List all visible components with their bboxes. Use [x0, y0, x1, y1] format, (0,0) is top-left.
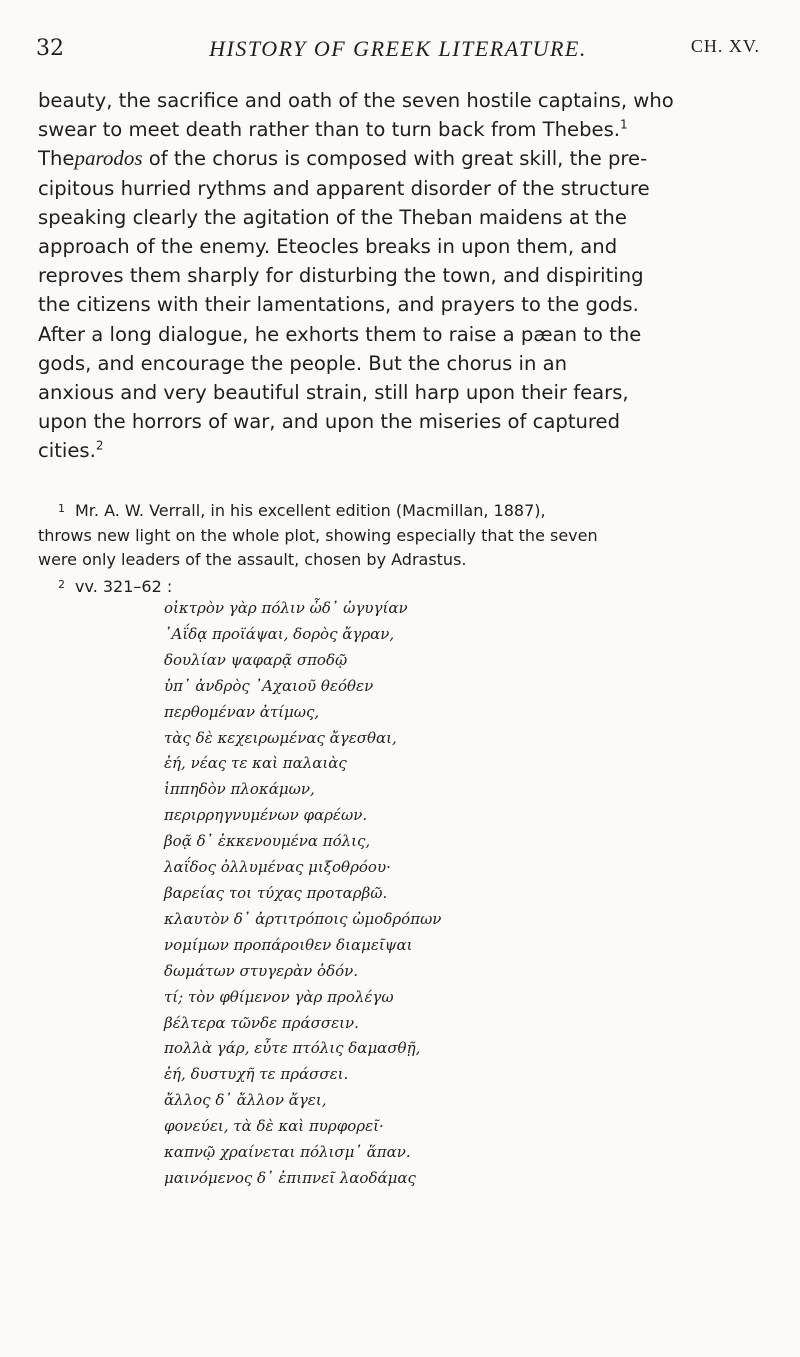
verse-line: φονεύει, τὰ δὲ καὶ πυρφορεῖ· — [164, 1117, 384, 1136]
main-paragraph — [38, 86, 774, 466]
verse-line: ἱππηδὸν πλοκάμων, — [164, 780, 315, 799]
footnote-mark: 2 — [58, 577, 65, 591]
verse-line: νομίμων προπάροιθεν διαμεῖψαι — [164, 935, 413, 954]
footnote-mark: 1 — [58, 502, 65, 515]
running-head — [36, 36, 760, 66]
body-line: cipitous hurried rythms and apparent disorder of the structure — [38, 176, 650, 200]
verse-line: δωμάτων στυγερὰν ὁδόν. — [164, 961, 359, 980]
footnote-ref: 1 — [620, 117, 628, 132]
verse-line: ὑπ᾽ ἀνδρὸς ᾽Αχαιοῦ θεόθεν — [164, 676, 374, 695]
body-line-text: of the chorus is composed with great skill, the pre- — [148, 147, 648, 171]
body-line-text: swear to meet death rather than to turn back from Thebes. — [38, 118, 621, 142]
body-line — [38, 144, 774, 173]
verse-line: τί; τὸν φθίμενον γὰρ προλέγω — [164, 987, 394, 1006]
verse-line: βαρείας τοι τύχας προταρβῶ. — [164, 883, 388, 902]
verse-line: ἐή, νέας τε καὶ παλαιὰς — [164, 754, 347, 773]
page-number: 32 — [36, 36, 64, 61]
body-line: approach of the enemy. Eteocles breaks in upon them, and — [38, 235, 618, 259]
verse-line: περιρρηγνυμένων φαρέων. — [164, 806, 368, 825]
greek-verse-quotation — [164, 596, 764, 1192]
verse-line: περθομέναν ἀτίμως, — [164, 702, 320, 721]
verse-line: βοᾷ δ᾽ ἐκκενουμένα πόλις, — [164, 832, 371, 851]
footnotes — [38, 497, 778, 599]
body-line — [38, 436, 774, 465]
footnote-text: Mr. A. W. Verrall, in his excellent edition (Macmillan, 1887), — [75, 501, 546, 520]
verse-line: οἰκτρὸν γὰρ πόλιν ὧδ᾽ ὠγυγίαν — [164, 599, 408, 617]
verse-line: κλαυτὸν δ᾽ ἀρτιτρόποις ὠμοδρόπων — [164, 909, 442, 928]
verse-line: βέλτερα τῶνδε πράσσειν. — [164, 1013, 359, 1032]
verse-line: μαινόμενος δ᾽ ἐπιπνεῖ λαοδάμας — [164, 1168, 416, 1187]
body-line: upon the horrors of war, and upon the miseries of captured — [38, 410, 621, 434]
verse-line: ἐή, δυστυχῆ τε πράσσει. — [164, 1065, 349, 1084]
verse-line: λαΐδος ὀλλυμένας μιξοθρόου· — [164, 858, 391, 877]
verse-line: τὰς δὲ κεχειρωμένας ἄγεσθαι, — [164, 728, 397, 747]
body-line-prefix: The — [38, 147, 75, 171]
body-line — [38, 115, 774, 144]
verse-line: ᾽Αΐδᾳ προϊάψαι, δορὸς ἄγραν, — [164, 624, 395, 643]
verse-line: πολλὰ γάρ, εὖτε πτόλις δαμασθῇ, — [164, 1039, 421, 1058]
body-line: gods, and encourage the people. But the chorus in an — [38, 351, 568, 375]
verse-line: καπνῷ χραίνεται πόλισμ᾽ ἅπαν. — [164, 1143, 411, 1162]
verse-line: δουλίαν ψαφαρᾷ σποδῷ — [164, 650, 348, 669]
body-line: After a long dialogue, he exhorts them to raise a pæan to the — [38, 322, 642, 346]
footnote-1-line: were only leaders of the assault, chosen by Adrastus. — [38, 550, 467, 569]
parodos-term: parodos — [74, 146, 143, 171]
chapter-label: CH. XV. — [690, 36, 760, 56]
footnote-1-line: throws new light on the whole plot, showing especially that the seven — [38, 525, 598, 545]
footnote-1-line — [38, 497, 778, 524]
body-line: anxious and very beautiful strain, still harp upon their fears, — [38, 381, 629, 405]
body-line: speaking clearly the agitation of the Theban maidens at the — [38, 205, 627, 229]
body-line: reproves them sharply for disturbing the town, and dispiriting — [38, 264, 644, 288]
footnote-ref: 2 — [95, 438, 104, 453]
body-line-text: cities. — [38, 439, 96, 463]
body-line: beauty, the sacrifice and oath of the seven hostile captains, who — [38, 89, 674, 112]
body-line: the citizens with their lamentations, and prayers to the gods. — [38, 293, 639, 317]
verse-line: ἄλλος δ᾽ ἄλλον ἄγει, — [164, 1091, 327, 1110]
footnote-text: vv. 321–62 : — [75, 576, 173, 596]
running-title: HISTORY OF GREEK LITERATURE. — [209, 36, 587, 61]
